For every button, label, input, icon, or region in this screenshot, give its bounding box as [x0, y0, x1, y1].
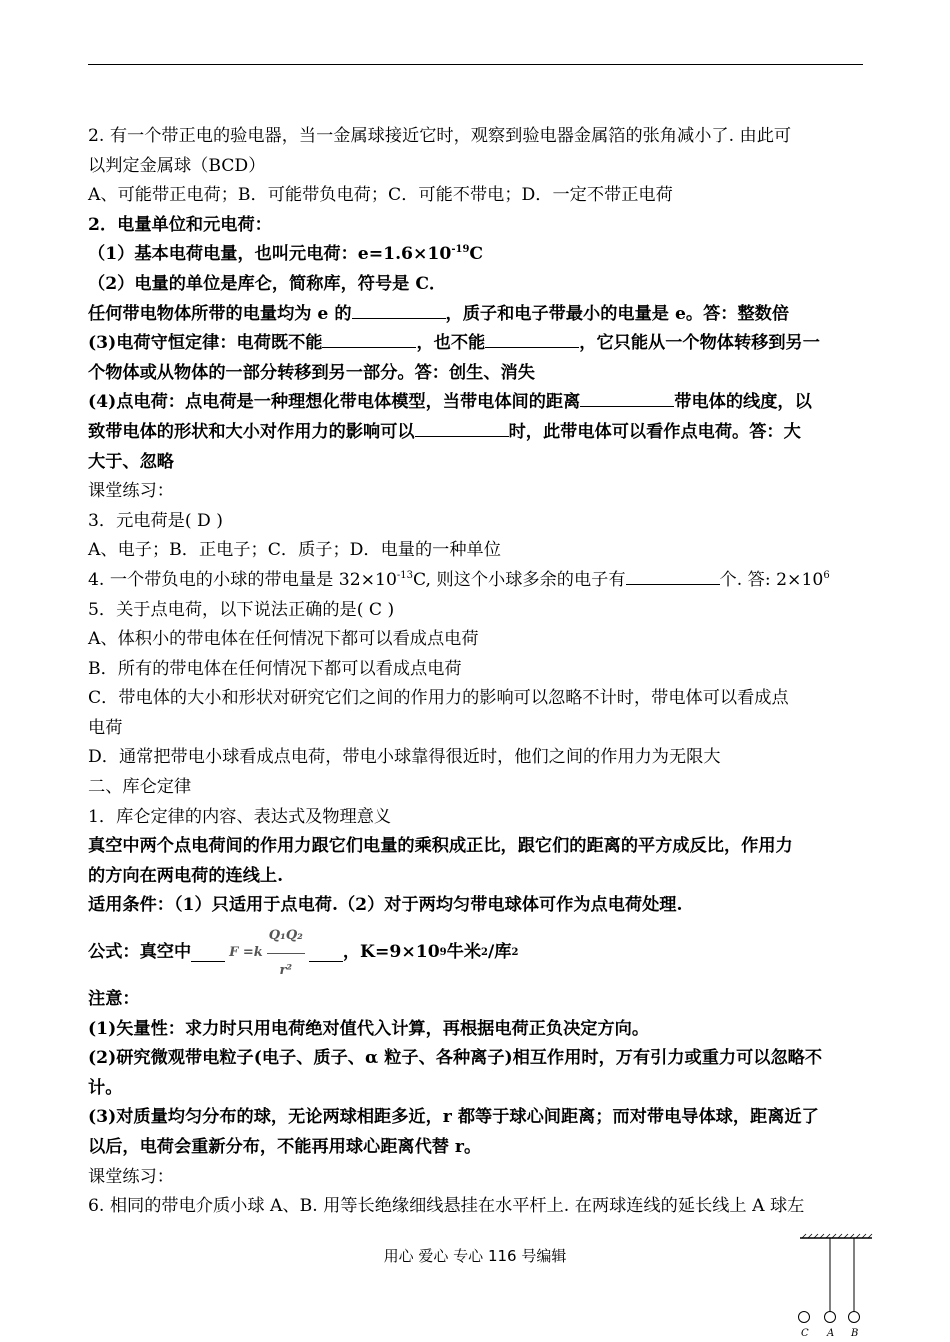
text-line: (4)点电荷：点电荷是一种理想化带电体模型，当带电体间的距离 带电体的线度，以 [88, 388, 866, 418]
text-line: 5．关于点电荷，以下说法正确的是( C ) [88, 599, 395, 620]
text-line: 课堂练习： [88, 481, 174, 502]
text-line: 电荷 [88, 717, 123, 738]
fill-blank [485, 329, 579, 348]
text-line: 注意： [88, 989, 140, 1010]
coulomb-formula: F =k $\frac{\text{Q₁Q₂}}{\text{r²}}$ [229, 921, 305, 985]
text-line: 的方向在两电荷的连线上. [88, 865, 284, 886]
coulomb-formula-line: 公式：真空中 F =k $\frac{\text{Q₁Q₂}}{\text{r²}}$ ，K=9×10 9 牛米 2 /库 2 [88, 923, 866, 983]
label-a: A [827, 1328, 835, 1339]
text-line: 大于、忽略 [88, 451, 174, 472]
fill-blank [322, 329, 416, 348]
text-line: 以判定金属球（BCD） [88, 155, 266, 176]
text-line: 计。 [88, 1077, 123, 1098]
text-line: 课堂练习： [88, 1166, 174, 1187]
ball-a [825, 1312, 836, 1323]
fill-blank [415, 418, 509, 437]
text-line: 致带电体的形状和大小对作用力的影响可以 时，此带电体可以看作点电荷。答：大 [88, 418, 866, 448]
hanging-balls-figure [792, 1224, 876, 1342]
text-line: (3)对质量均匀分布的球，无论两球相距多近，r 都等于球心间距离；而对带电导体球，距离近了 [88, 1107, 819, 1128]
text-line: 6. 相同的带电介质小球 A、B. 用等长绝缘细线悬挂在水平杆上. 在两球连线的延长线上 A 球左 [88, 1196, 805, 1217]
text-line: (3)电荷守恒定律：电荷既不能 ，也不能 ，它只能从一个物体转移到另一 [88, 329, 866, 359]
text-line: (2)研究微观带电粒子(电子、质子、α 粒子、各种离子)相互作用时，万有引力或重力可以忽略不 [88, 1048, 823, 1069]
document-body [88, 122, 866, 1222]
text-line: (1)矢量性：求力时只用电荷绝对值代入计算，再根据电荷正负决定方向。 [88, 1018, 650, 1039]
text-line: （1）基本电荷电量，也叫元电荷：$e=1.6\times 10^{-19}C$ [88, 244, 484, 265]
ball-b [849, 1312, 860, 1323]
fill-blank [580, 388, 674, 407]
text-line: A、电子；B．正电子；C．质子；D．电量的一种单位 [88, 540, 501, 561]
text-line: 真空中两个点电荷间的作用力跟它们电量的乘积成正比，跟它们的距离的平方成反比，作用力 [88, 836, 793, 857]
text-line: 2. 有一个带正电的验电器，当一金属球接近它时，观察到验电器金属箔的张角减小了. 由此可 [88, 126, 792, 146]
section-heading: 二、库仑定律 [88, 777, 192, 798]
text-line: C．带电体的大小和形状对研究它们之间的作用力的影响可以忽略不计时，带电体可以看成点 [88, 688, 789, 709]
text-line: 以后，电荷会重新分布，不能再用球心距离代替 r。 [88, 1137, 482, 1157]
fill-blank [352, 300, 446, 319]
label-b: B [851, 1328, 859, 1339]
fill-blank [191, 945, 225, 962]
page-footer: 用心 爱心 专心 116 号编辑 [383, 1247, 567, 1265]
text-line: （2）电量的单位是库仑，简称库，符号是 C． [88, 273, 447, 294]
section-heading: 2．电量单位和元电荷： [88, 214, 272, 235]
text-line: B．所有的带电体在任何情况下都可以看成点电荷 [88, 658, 462, 679]
text-line: A、体积小的带电体在任何情况下都可以看成点电荷 [88, 629, 479, 650]
label-c: C [801, 1328, 809, 1339]
fill-blank [309, 945, 343, 962]
text-line: 任何带电物体所带的电量均为 e 的 ，质子和电子带最小的电量是 e。答：整数倍 [88, 300, 866, 330]
text-line: A、可能带正电荷；B．可能带负电荷；C．可能不带电；D．一定不带正电荷 [88, 185, 673, 206]
header-rule [88, 64, 863, 65]
ball-c [799, 1312, 810, 1323]
text-line: 个物体或从物体的一部分转移到另一部分。答：创生、消失 [88, 362, 535, 383]
subsection-heading: 1．库仑定律的内容、表达式及物理意义 [88, 806, 392, 827]
text-line: 适用条件：（1）只适用于点电荷.（2）对于两均匀带电球体可作为点电荷处理. [88, 895, 683, 916]
text-line: 3．元电荷是( D ) [88, 510, 223, 531]
text-line: D．通常把带电小球看成点电荷，带电小球靠得很近时，他们之间的作用力为无限大 [88, 747, 721, 768]
fill-blank [626, 566, 720, 585]
text-line: 4. 一个带负电的小球的带电量是 $32\times 10^{-13}C$, 则这个小球多余的电子有 个. 答: $2\times 10^6$ [88, 566, 866, 596]
